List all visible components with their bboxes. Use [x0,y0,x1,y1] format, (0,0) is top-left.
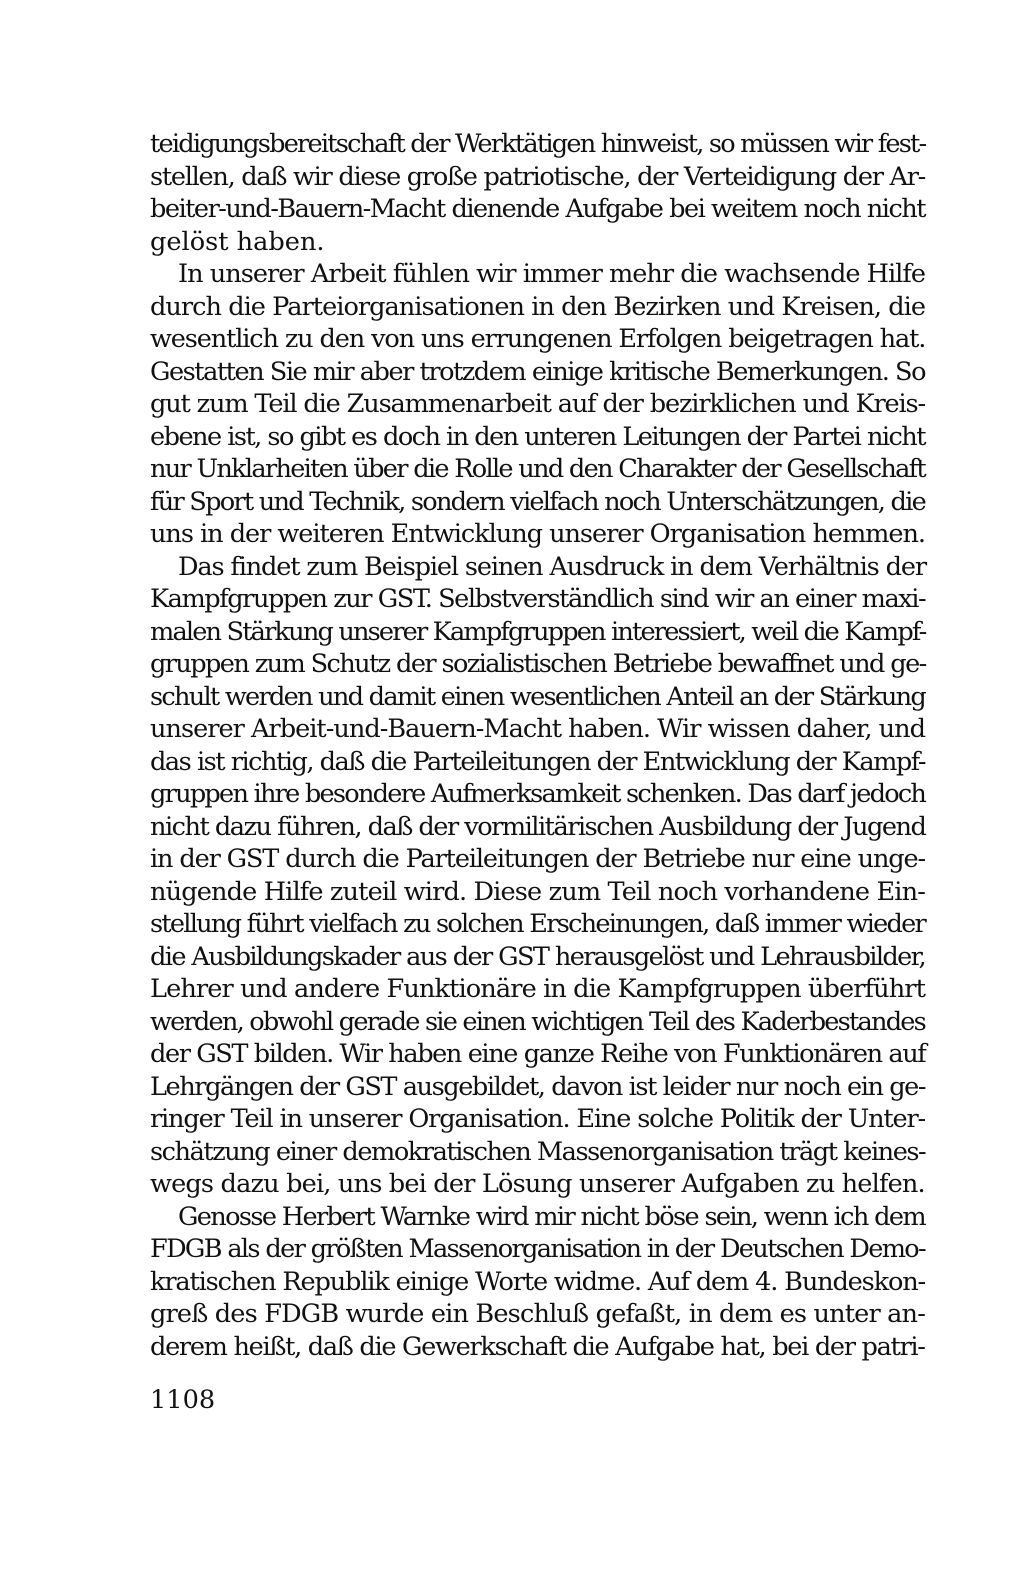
text-line: gelöst haben. [150,226,325,257]
text-line: durch die Parteiorganisationen in den Bezirken und Kreisen, die [150,291,925,322]
text-line: gruppen ihre besondere Aufmerksamkeit schenken. Das darf jedoch [150,779,926,809]
text-line: wesentlich zu den von uns errungenen Erfolgen beigetragen hat. [150,324,926,354]
text-line: stellen, daß wir diese große patriotische, der Verteidigung der Ar- [150,161,926,192]
text-line: Lehrer und andere Funktionäre in die Kampfgruppen überführt [150,974,926,1004]
page-number: 1108 [150,1385,216,1415]
text-line: das ist richtig, daß die Parteileitungen der Entwicklung der Kampf- [150,746,925,777]
text-line: Lehrgängen der GST ausgebildet, davon ist leider nur noch ein ge- [150,1071,926,1102]
text-line: schätzung einer demokratischen Massenorganisation trägt keines- [150,1136,926,1167]
paragraph [150,258,925,551]
text-line: nicht dazu führen, daß der vormilitärischen Ausbildung der Jugend [150,811,926,842]
text-line: FDGB als der größten Massenorganisation in der Deutschen Demo- [150,1234,925,1264]
text-line: wegs dazu bei, uns bei der Lösung unserer Aufgaben zu helfen. [150,1169,925,1199]
text-line: ringer Teil in unserer Organisation. Eine solche Politik der Unter- [150,1104,925,1134]
text-line: nur Unklarheiten über die Rolle und den Charakter der Gesellschaft [150,454,925,484]
text-line: stellung führt vielfach zu solchen Erscheinungen, daß immer wieder [150,909,925,939]
text-line: nügende Hilfe zuteil wird. Diese zum Teil noch vorhandene Ein- [150,876,925,907]
text-line: Genosse Herbert Warnke wird mir nicht böse sein, wenn ich dem [178,1201,925,1232]
text-line: schult werden und damit einen wesentlichen Anteil an der Stärkung [150,681,925,712]
text-line: gruppen zum Schutz der sozialistischen Betriebe bewaffnet und ge- [150,649,926,679]
paragraph [150,1201,925,1364]
text-line: für Sport und Technik, sondern vielfach noch Unterschätzungen, die [150,486,925,517]
text-line: greß des FDGB wurde ein Beschluß gefaßt, in dem es unter an- [150,1299,925,1329]
text-line: uns in der weiteren Entwicklung unserer Organisation hemmen. [150,519,926,549]
text-line: der GST bilden. Wir haben eine ganze Reihe von Funktionären auf [150,1039,926,1069]
text-line: In unserer Arbeit fühlen wir immer mehr die wachsende Hilfe [178,259,925,289]
text-line: in der GST durch die Parteileitungen der Betriebe nur eine unge- [150,844,925,874]
body-text [150,128,925,1363]
paragraph [150,128,925,258]
text-line: malen Stärkung unserer Kampfgruppen interessiert, weil die Kampf- [150,616,926,647]
text-line: Das findet zum Beispiel seinen Ausdruck in dem Verhältnis der [178,551,926,582]
text-line: derem heißt, daß die Gewerkschaft die Aufgabe hat, bei der patri- [150,1331,925,1362]
text-line: die Ausbildungskader aus der GST herausgelöst und Lehrausbilder, [150,941,925,972]
text-line: teidigungsbereitschaft der Werktätigen hinweist, so müssen wir fest- [150,129,926,159]
text-line: ebene ist, so gibt es doch in den unteren Leitungen der Partei nicht [150,421,925,452]
text-line: unserer Arbeit-und-Bauern-Macht haben. Wir wissen daher, und [150,714,926,744]
paragraph [150,551,925,1201]
text-line: werden, obwohl gerade sie einen wichtigen Teil des Kaderbestandes [150,1006,925,1037]
text-line: Gestatten Sie mir aber trotzdem einige kritische Bemerkungen. So [150,356,925,387]
text-line: Kampfgruppen zur GST. Selbstverständlich sind wir an einer maxi- [150,584,926,614]
text-line: beiter-und-Bauern-Macht dienende Aufgabe bei weitem noch nicht [150,194,925,224]
text-line: kratischen Republik einige Worte widme. Auf dem 4. Bundeskon- [150,1266,926,1297]
text-line: gut zum Teil die Zusammenarbeit auf der bezirklichen und Kreis- [150,389,925,419]
